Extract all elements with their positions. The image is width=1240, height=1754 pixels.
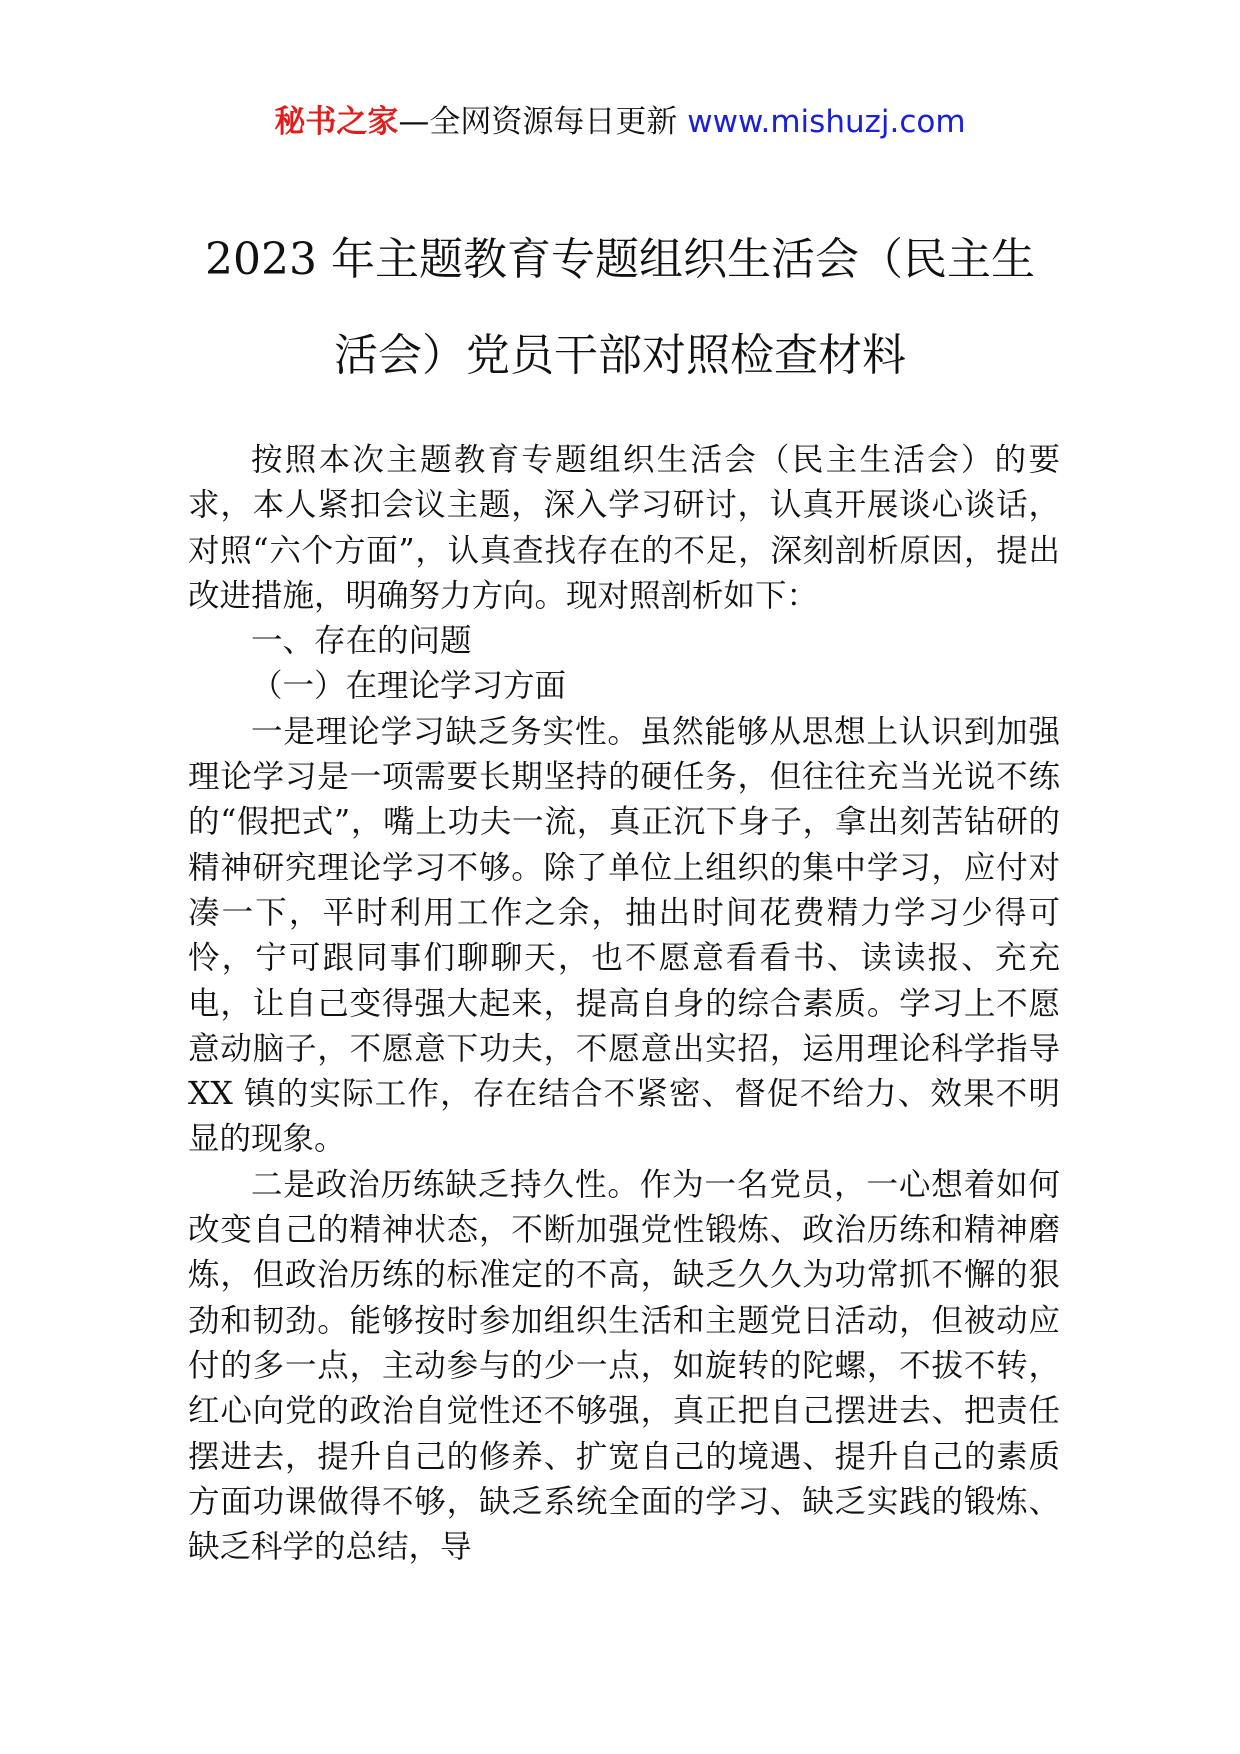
- body-paragraph-2: 二是政治历练缺乏持久性。作为一名党员，一心想着如何改变自己的精神状态，不断加强党性锻炼、政治历练和精神磨炼，但政治历练的标准定的不高，缺乏久久为功常抓不懈的狠劲和韧劲。能够按时参加组织生活和主题党日活动，但被动应付的多一点，主动参与的少一点，如旋转的陀螺，不拔不转，红心向党的政治自觉性还不够强，真正把自己摆进去、把责任摆进去，提升自己的修养、扩宽自己的境遇、提升自己的素质方面功课做得不够，缺乏系统全面的学习、缺乏实践的锻炼、缺乏科学的总结，导: [188, 1166, 1060, 1566]
- body-paragraph-1: 一是理论学习缺乏务实性。虽然能够从思想上认识到加强理论学习是一项需要长期坚持的硬任务，但往往充当光说不练的“假把式”，嘴上功夫一流，真正沉下身子，拿出刻苦钻研的精神研究理论学习不够。除了单位上组织的集中学习，应付对凑一下，平时利用工作之余，抽出时间花费精力学习少得可怜，宁可跟同事们聊聊天，也不愿意看看书、读读报、充充电，让自己变得强大起来，提高自身的综合素质。学习上不愿意动脑子，不愿意下功夫，不愿意出实招，运用理论科学指导 XX 镇的实际工作，存在结合不紧密、督促不给力、效果不明显的现象。: [188, 713, 1060, 1158]
- subsection-heading: （一）在理论学习方面: [251, 668, 567, 705]
- document-body: [188, 438, 1060, 1570]
- document-title: [150, 212, 1090, 404]
- intro-paragraph: 按照本次主题教育专题组织生活会（民主生活会）的要求，本人紧扣会议主题，深入学习研讨，认真开展谈心谈话，对照“六个方面”，认真查找存在的不足，深刻剖析原因，提出改进措施，明确努力方向。现对照剖析如下：: [188, 442, 1060, 614]
- title-line-2: 活会）党员干部对照检查材料: [334, 330, 906, 381]
- site-url-link[interactable]: www.mishuzj.com: [687, 104, 966, 140]
- site-brand: 秘书之家: [274, 104, 399, 140]
- section-heading: 一、存在的问题: [251, 623, 472, 660]
- site-slogan: —全网资源每日更新: [398, 104, 688, 140]
- site-header: [0, 100, 1240, 144]
- title-line-1: 2023 年主题教育专题组织生活会（民主生: [205, 234, 1035, 285]
